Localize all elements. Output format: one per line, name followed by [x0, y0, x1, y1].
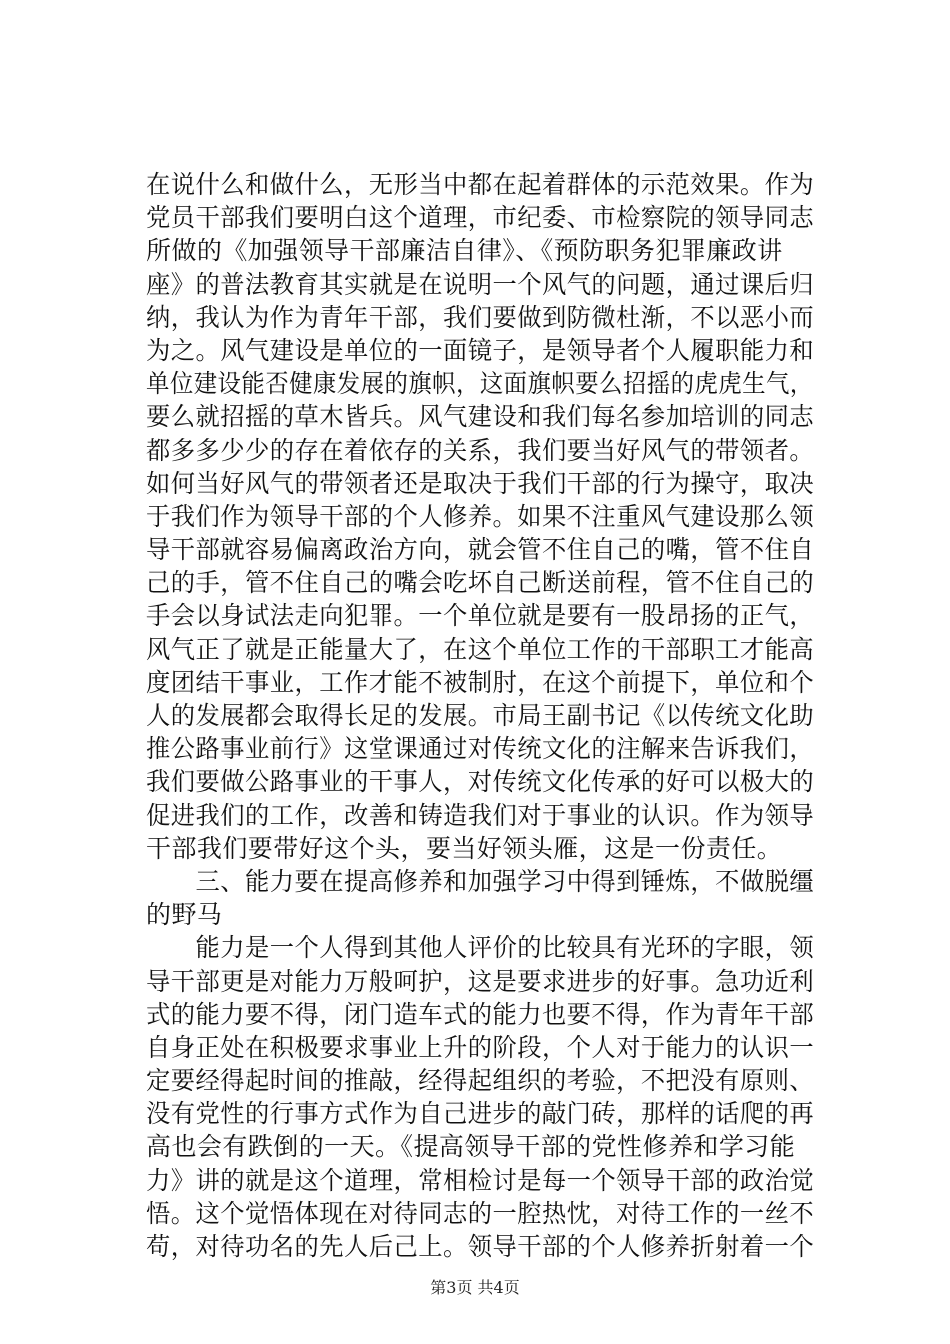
page-footer: 第3页 共4页	[430, 1278, 520, 1297]
text-line: 促进我们的工作，改善和铸造我们对于事业的认识。作为领导	[146, 800, 815, 830]
text-line: 度团结干事业，工作才能不被制肘，在这个前提下，单位和个	[146, 667, 815, 697]
text-line: 人的发展都会取得长足的发展。市局王副书记《以传统文化助	[146, 701, 815, 730]
text-line: 定要经得起时间的推敲，经得起组织的考验，不把没有原则、	[146, 1066, 815, 1096]
text-line: 三、能力要在提高修养和加强学习中得到锤炼，不做脱缰	[146, 866, 815, 896]
text-line: 的野马	[146, 900, 223, 930]
text-line: 如何当好风气的带领者还是取决于我们干部的行为操守，取决	[146, 468, 815, 498]
text-line: 于我们作为领导干部的个人修养。如果不注重风气建设那么领	[146, 501, 815, 531]
text-line: 悟。这个觉悟体现在对待同志的一腔热忱，对待工作的一丝不	[146, 1198, 815, 1228]
text-line: 为之。风气建设是单位的一面镜子，是领导者个人履职能力和	[146, 335, 815, 365]
text-line: 所做的《加强领导干部廉洁自律》、《预防职务犯罪廉政讲	[146, 236, 783, 266]
text-line: 干部我们要带好这个头，要当好领头雁，这是一份责任。	[146, 833, 783, 863]
text-line: 纳，我认为作为青年干部，我们要做到防微杜渐，不以恶小而	[146, 302, 815, 332]
text-line: 式的能力要不得，闭门造车式的能力也要不得，作为青年干部	[146, 999, 815, 1029]
text-line: 风气正了就是正能量大了，在这个单位工作的干部职工才能高	[146, 634, 815, 664]
text-line: 苟，对待功名的先人后己上。领导干部的个人修养折射着一个	[146, 1232, 815, 1261]
text-line: 能力是一个人得到其他人评价的比较具有光环的字眼，领	[146, 933, 815, 963]
text-line: 推公路事业前行》这堂课通过对传统文化的注解来告诉我们，	[146, 734, 815, 764]
text-line: 高也会有跌倒的一天。《提高领导干部的党性修养和学习能	[146, 1132, 796, 1162]
text-line: 要么就招摇的草木皆兵。风气建设和我们每名参加培训的同志	[146, 402, 815, 432]
text-line: 手会以身试法走向犯罪。一个单位就是要有一股昂扬的正气，	[146, 601, 815, 631]
body-text	[146, 168, 815, 1263]
text-line: 我们要做公路事业的干事人，对传统文化传承的好可以极大的	[146, 767, 815, 797]
text-line: 党员干部我们要明白这个道理，市纪委、市检察院的领导同志	[146, 203, 815, 233]
text-line: 在说什么和做什么，无形当中都在起着群体的示范效果。作为	[146, 170, 815, 199]
text-line: 己的手，管不住自己的嘴会吃坏自己断送前程，管不住自己的	[146, 568, 815, 598]
text-line: 导干部更是对能力万般呵护，这是要求进步的好事。急功近利	[146, 966, 815, 996]
text-line: 导干部就容易偏离政治方向，就会管不住自己的嘴，管不住自	[146, 535, 815, 565]
text-line: 单位建设能否健康发展的旗帜，这面旗帜要么招摇的虎虎生气，	[146, 369, 814, 399]
text-line: 都多多少少的存在着依存的关系，我们要当好风气的带领者。	[146, 435, 815, 465]
text-line: 自身正处在积极要求事业上升的阶段，个人对于能力的认识一	[146, 1032, 815, 1062]
text-line: 座》的普法教育其实就是在说明一个风气的问题，通过课后归	[146, 269, 815, 299]
text-line: 力》讲的就是这个道理，常相检讨是每一个领导干部的政治觉	[146, 1165, 815, 1195]
text-line: 没有党性的行事方式作为自己进步的敲门砖，那样的话爬的再	[146, 1099, 815, 1129]
